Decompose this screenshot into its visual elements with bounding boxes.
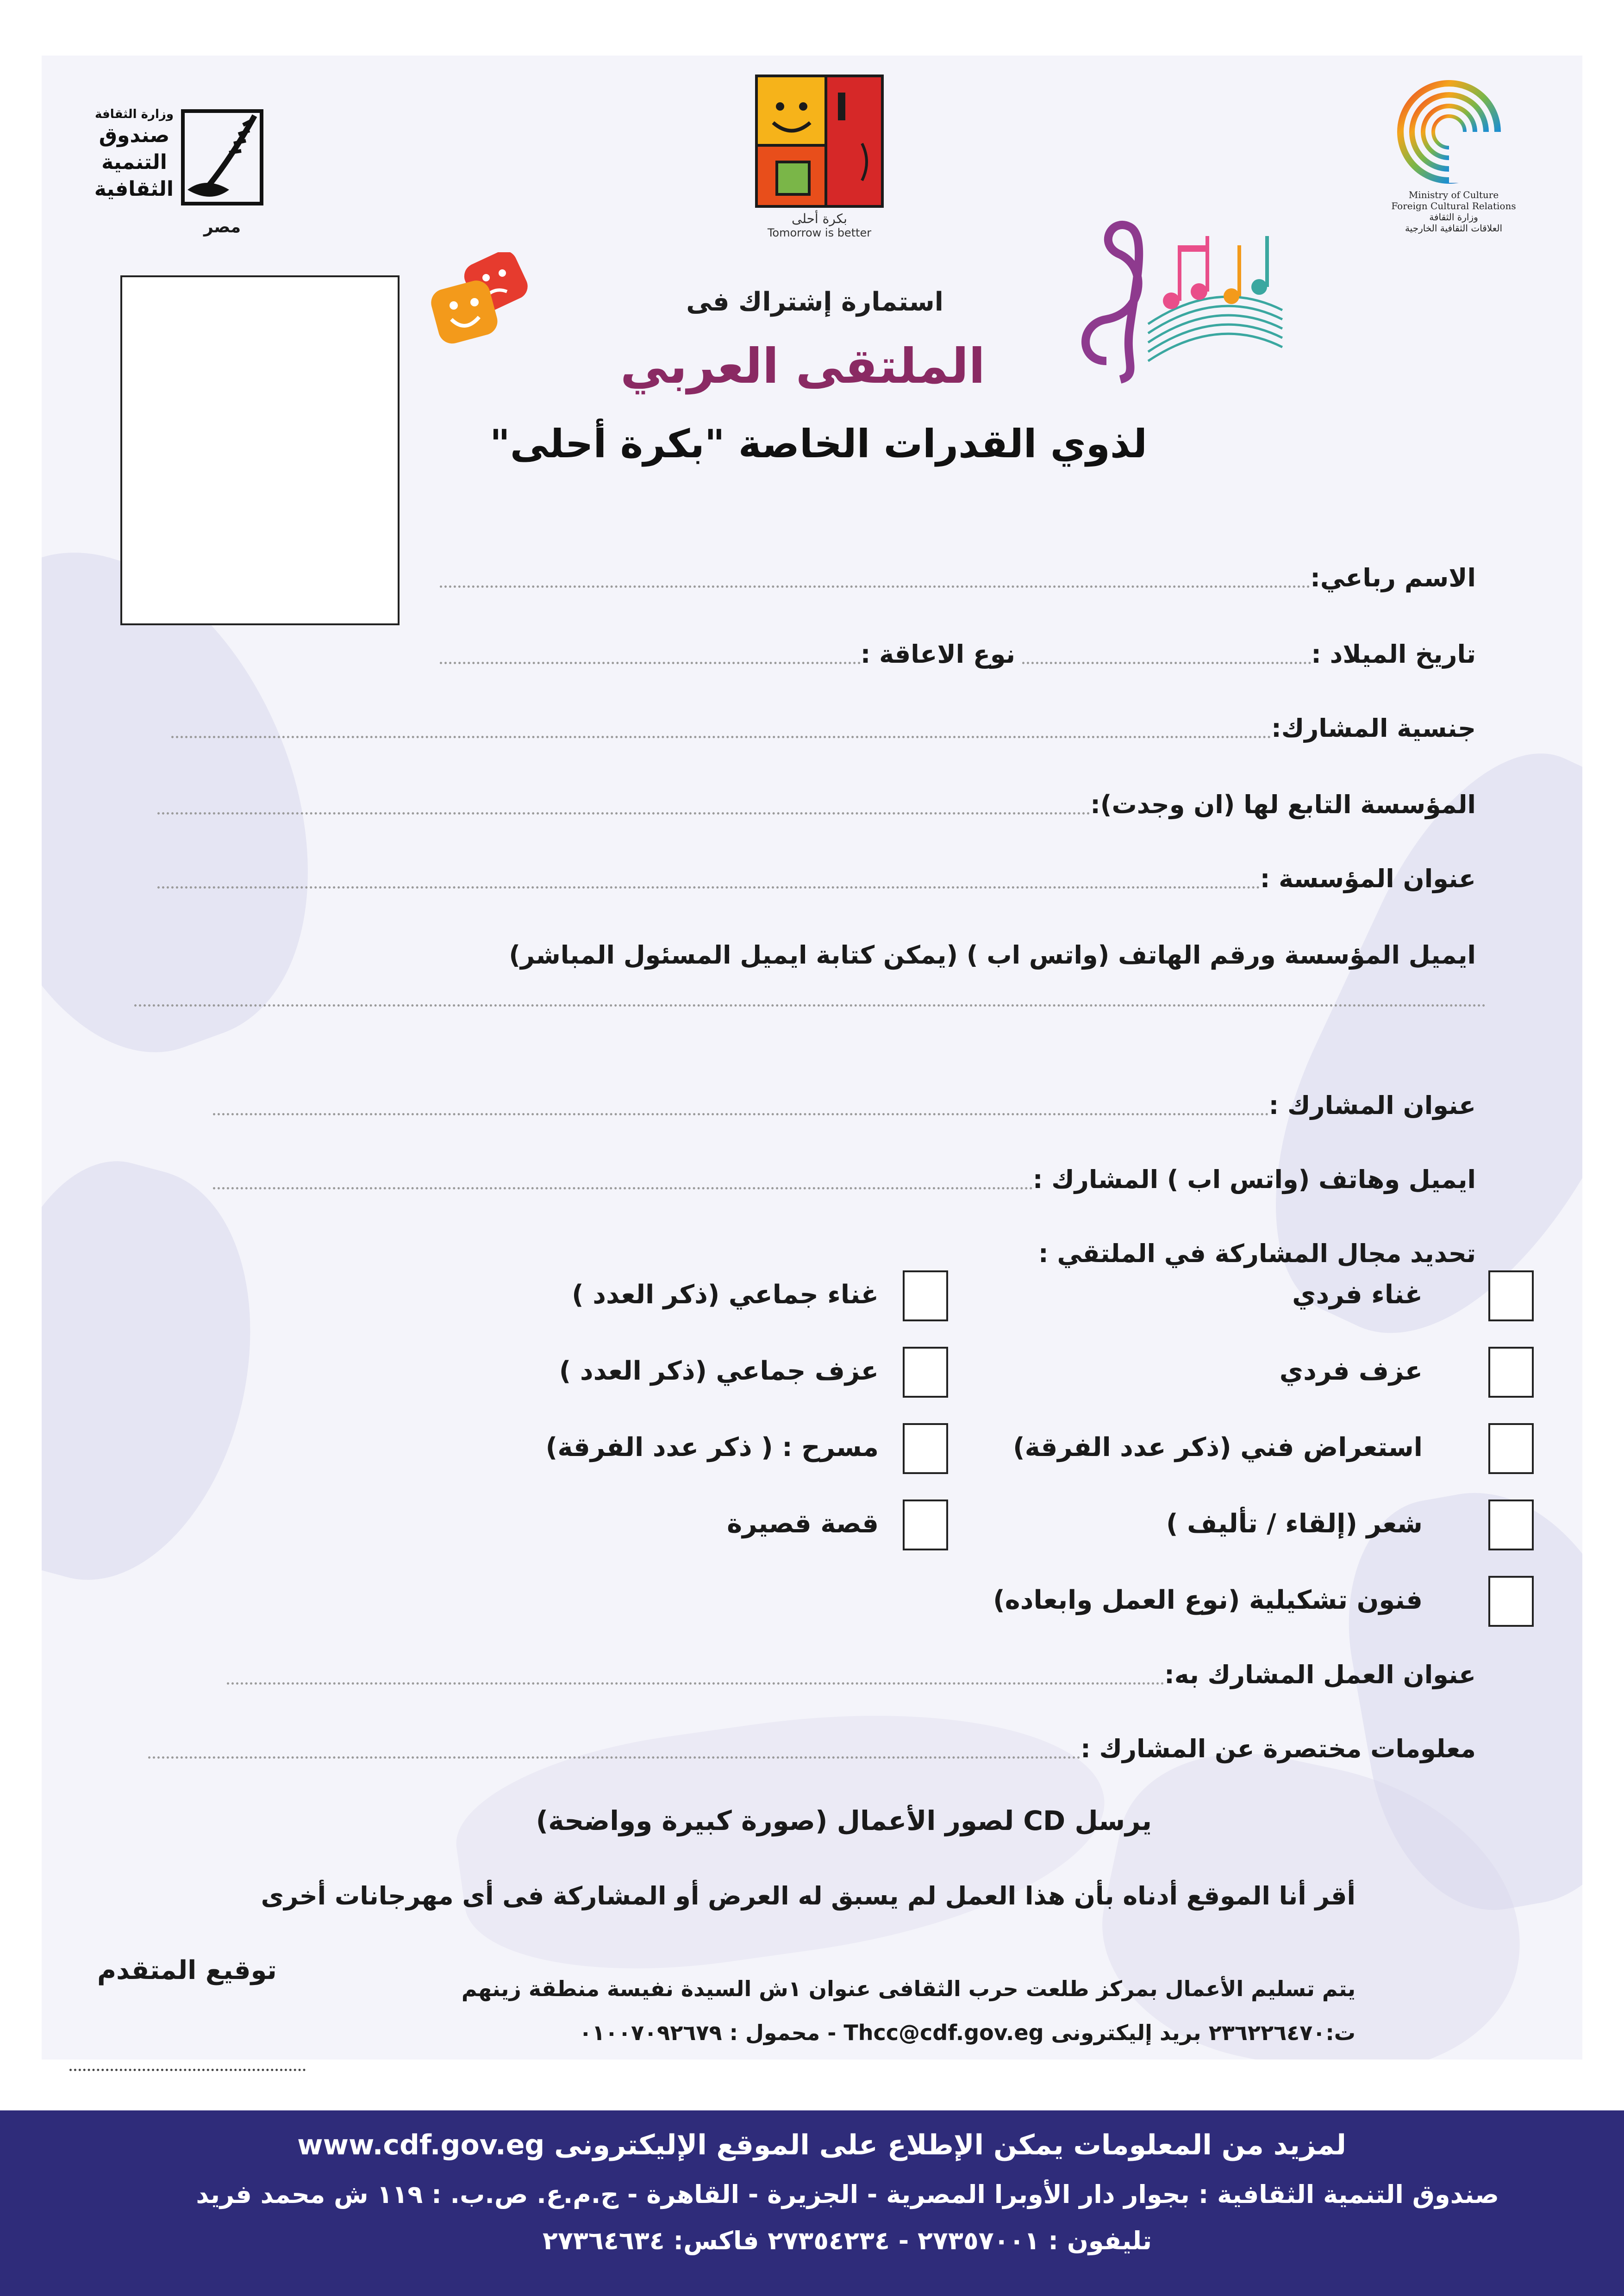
checkbox-fine-arts[interactable] bbox=[1488, 1576, 1534, 1627]
institution-line[interactable] bbox=[157, 812, 1090, 815]
disability-type-label: نوع الاعاقة : bbox=[860, 640, 1015, 669]
title-line-2: الملتقى العربي bbox=[620, 338, 985, 394]
bokra-ahla-caption-ar: بكرة أحلى bbox=[792, 211, 847, 226]
work-title-label: عنوان العمل المشارك به: bbox=[1164, 1660, 1476, 1689]
checkbox-solo-singing[interactable] bbox=[1488, 1270, 1534, 1321]
signature-label: توقيع المتقدم bbox=[97, 1955, 277, 1985]
institution-address-line[interactable] bbox=[157, 886, 1260, 889]
institution-contact-label: ايميل المؤسسة ورقم الهاتف (واتس اب ) (يمكن كتابة ايميل المسئول المباشر) bbox=[509, 940, 1476, 970]
footer-phone-line: تليفون : ٢٧٣٥٧٠٠١ - ٢٧٣٥٤٢٣٤ فاكس: ٢٧٣٦٤٦٣٤ bbox=[543, 2226, 1152, 2255]
signature-line[interactable] bbox=[69, 2069, 306, 2071]
title-line-3: لذوي القدرات الخاصة "بكرة أحلى" bbox=[489, 421, 1147, 467]
label-fine-arts: فنون تشكيلية (نوع العمل وابعاده) bbox=[993, 1585, 1423, 1615]
delivery-line-2: ت:٢٣٦٢٢٦٤٧٠ بريد إليكترونى Thcc@cdf.gov.eg - محمول : ٠١٠٠٧٠٩٢٦٧٩ bbox=[579, 2020, 1355, 2045]
ministry-of-culture-spiral-logo-icon bbox=[1356, 76, 1551, 187]
background-shape bbox=[42, 1140, 295, 1609]
label-solo-playing: عزف فردي bbox=[1279, 1356, 1423, 1386]
disability-type-field[interactable] bbox=[440, 632, 1015, 669]
brief-info-label: معلومات مختصرة عن المشارك : bbox=[1081, 1734, 1476, 1763]
ministry-of-culture-logo bbox=[1356, 76, 1551, 243]
delivery-line-1: يتم تسليم الأعمال بمركز طلعت حرب الثقافى عنوان ١ش السيدة نفيسة منطقة زينهم bbox=[461, 1976, 1355, 2001]
institution-contact-line[interactable] bbox=[134, 1004, 1486, 1007]
participant-address-field[interactable] bbox=[213, 1083, 1476, 1120]
institution-address-field[interactable] bbox=[157, 856, 1476, 893]
institution-label: المؤسسة التابع لها (ان وجدت): bbox=[1090, 790, 1476, 819]
title-line-1: استمارة إشتراك فى bbox=[686, 287, 943, 317]
label-group-singing: غناء جماعي (ذكر العدد ) bbox=[572, 1280, 879, 1310]
footer-address-line: صندوق التنمية الثقافية : بجوار دار الأوبرا المصرية - الجزيرة - القاهرة - ج.م.ع. ص.ب. : ١١٩ ش محمد فريد bbox=[196, 2180, 1499, 2209]
declaration-text: أقر أنا الموقع أدناه بأن هذا العمل لم يسبق له العرض أو المشاركة فى أى مهرجانات أخرى bbox=[261, 1881, 1355, 1910]
fund-text-4: الثقافية bbox=[94, 177, 174, 201]
cultural-development-fund-logo bbox=[95, 106, 262, 273]
ministry-caption-ar-1: وزارة الثقافة bbox=[1429, 212, 1478, 223]
birth-date-field[interactable] bbox=[1022, 632, 1476, 669]
form-page bbox=[42, 56, 1582, 2060]
label-short-story: قصة قصيرة bbox=[727, 1509, 879, 1539]
full-name-label: الاسم رباعي: bbox=[1310, 563, 1476, 592]
background-shape bbox=[445, 1678, 1119, 1997]
photo-placeholder-box bbox=[120, 275, 400, 625]
label-group-playing: عزف جماعي (ذكر العدد ) bbox=[559, 1356, 879, 1386]
label-poetry: شعر (إلقاء / تأليف ) bbox=[1166, 1509, 1423, 1539]
label-artistic-show: استعراض فني (ذكر عدد الفرقة) bbox=[1013, 1432, 1423, 1462]
checkbox-short-story[interactable] bbox=[903, 1500, 948, 1550]
participation-field-heading-label: تحديد مجال المشاركة في الملتقي : bbox=[1038, 1239, 1476, 1268]
nationality-field[interactable] bbox=[171, 706, 1476, 743]
theater-masks-icon bbox=[431, 252, 532, 349]
checkbox-artistic-show[interactable] bbox=[1488, 1423, 1534, 1474]
institution-field[interactable] bbox=[157, 782, 1476, 819]
participant-address-line[interactable] bbox=[213, 1113, 1269, 1115]
participant-contact-label: ايميل وهاتف (واتس اب ) المشارك : bbox=[1032, 1165, 1476, 1194]
full-name-line[interactable] bbox=[440, 585, 1310, 588]
cd-note: يرسل CD لصور الأعمال (صورة كبيرة وواضحة) bbox=[536, 1805, 1152, 1836]
birth-date-label: تاريخ الميلاد : bbox=[1311, 640, 1476, 669]
checkbox-solo-playing[interactable] bbox=[1488, 1347, 1534, 1398]
disability-type-line[interactable] bbox=[440, 662, 861, 664]
footer-bar bbox=[0, 2110, 1624, 2296]
work-title-field[interactable] bbox=[227, 1652, 1476, 1689]
participant-address-label: عنوان المشارك : bbox=[1268, 1091, 1476, 1120]
bokra-ahla-smiley-logo-icon bbox=[755, 74, 884, 208]
checkbox-theater[interactable] bbox=[903, 1423, 948, 1474]
ministry-caption-en-1: Ministry of Culture bbox=[1408, 189, 1499, 200]
birth-date-line[interactable] bbox=[1022, 662, 1311, 664]
participant-contact-field[interactable] bbox=[213, 1157, 1476, 1194]
checkbox-group-playing[interactable] bbox=[903, 1347, 948, 1398]
bokra-ahla-logo bbox=[731, 74, 907, 268]
music-notes-icon bbox=[1079, 208, 1292, 384]
institution-contact-field bbox=[509, 933, 1476, 970]
participant-contact-line[interactable] bbox=[213, 1187, 1033, 1189]
checkbox-poetry[interactable] bbox=[1488, 1500, 1534, 1550]
fund-text-block bbox=[95, 106, 174, 203]
label-theater: مسرح : ( ذكر عدد الفرقة) bbox=[545, 1432, 879, 1462]
fund-text-3: التنمية bbox=[101, 150, 167, 174]
nationality-label: جنسية المشارك: bbox=[1271, 714, 1476, 743]
quill-hand-icon bbox=[174, 106, 266, 213]
bokra-ahla-caption-en: Tomorrow is better bbox=[767, 226, 872, 239]
brief-info-field[interactable] bbox=[148, 1726, 1476, 1763]
fund-text-5: مصر bbox=[204, 218, 241, 236]
nationality-line[interactable] bbox=[171, 736, 1271, 738]
brief-info-line[interactable] bbox=[148, 1756, 1081, 1759]
fund-text-2: صندوق bbox=[99, 124, 170, 147]
checkbox-group-singing[interactable] bbox=[903, 1270, 948, 1321]
ministry-caption-ar-2: العلاقات الثقافية الخارجية bbox=[1405, 223, 1503, 234]
full-name-field[interactable] bbox=[440, 555, 1476, 592]
footer-website-line: لمزيد من المعلومات يمكن الإطلاع على الموقع الإليكترونى www.cdf.gov.eg bbox=[297, 2129, 1346, 2161]
label-solo-singing: غناء فردي bbox=[1292, 1280, 1423, 1310]
fund-text-1: وزارة الثقافة bbox=[95, 107, 174, 121]
participation-field-heading bbox=[1038, 1231, 1476, 1268]
ministry-caption-en-2: Foreign Cultural Relations bbox=[1391, 200, 1516, 212]
work-title-line[interactable] bbox=[227, 1682, 1164, 1685]
institution-address-label: عنوان المؤسسة : bbox=[1260, 864, 1476, 893]
